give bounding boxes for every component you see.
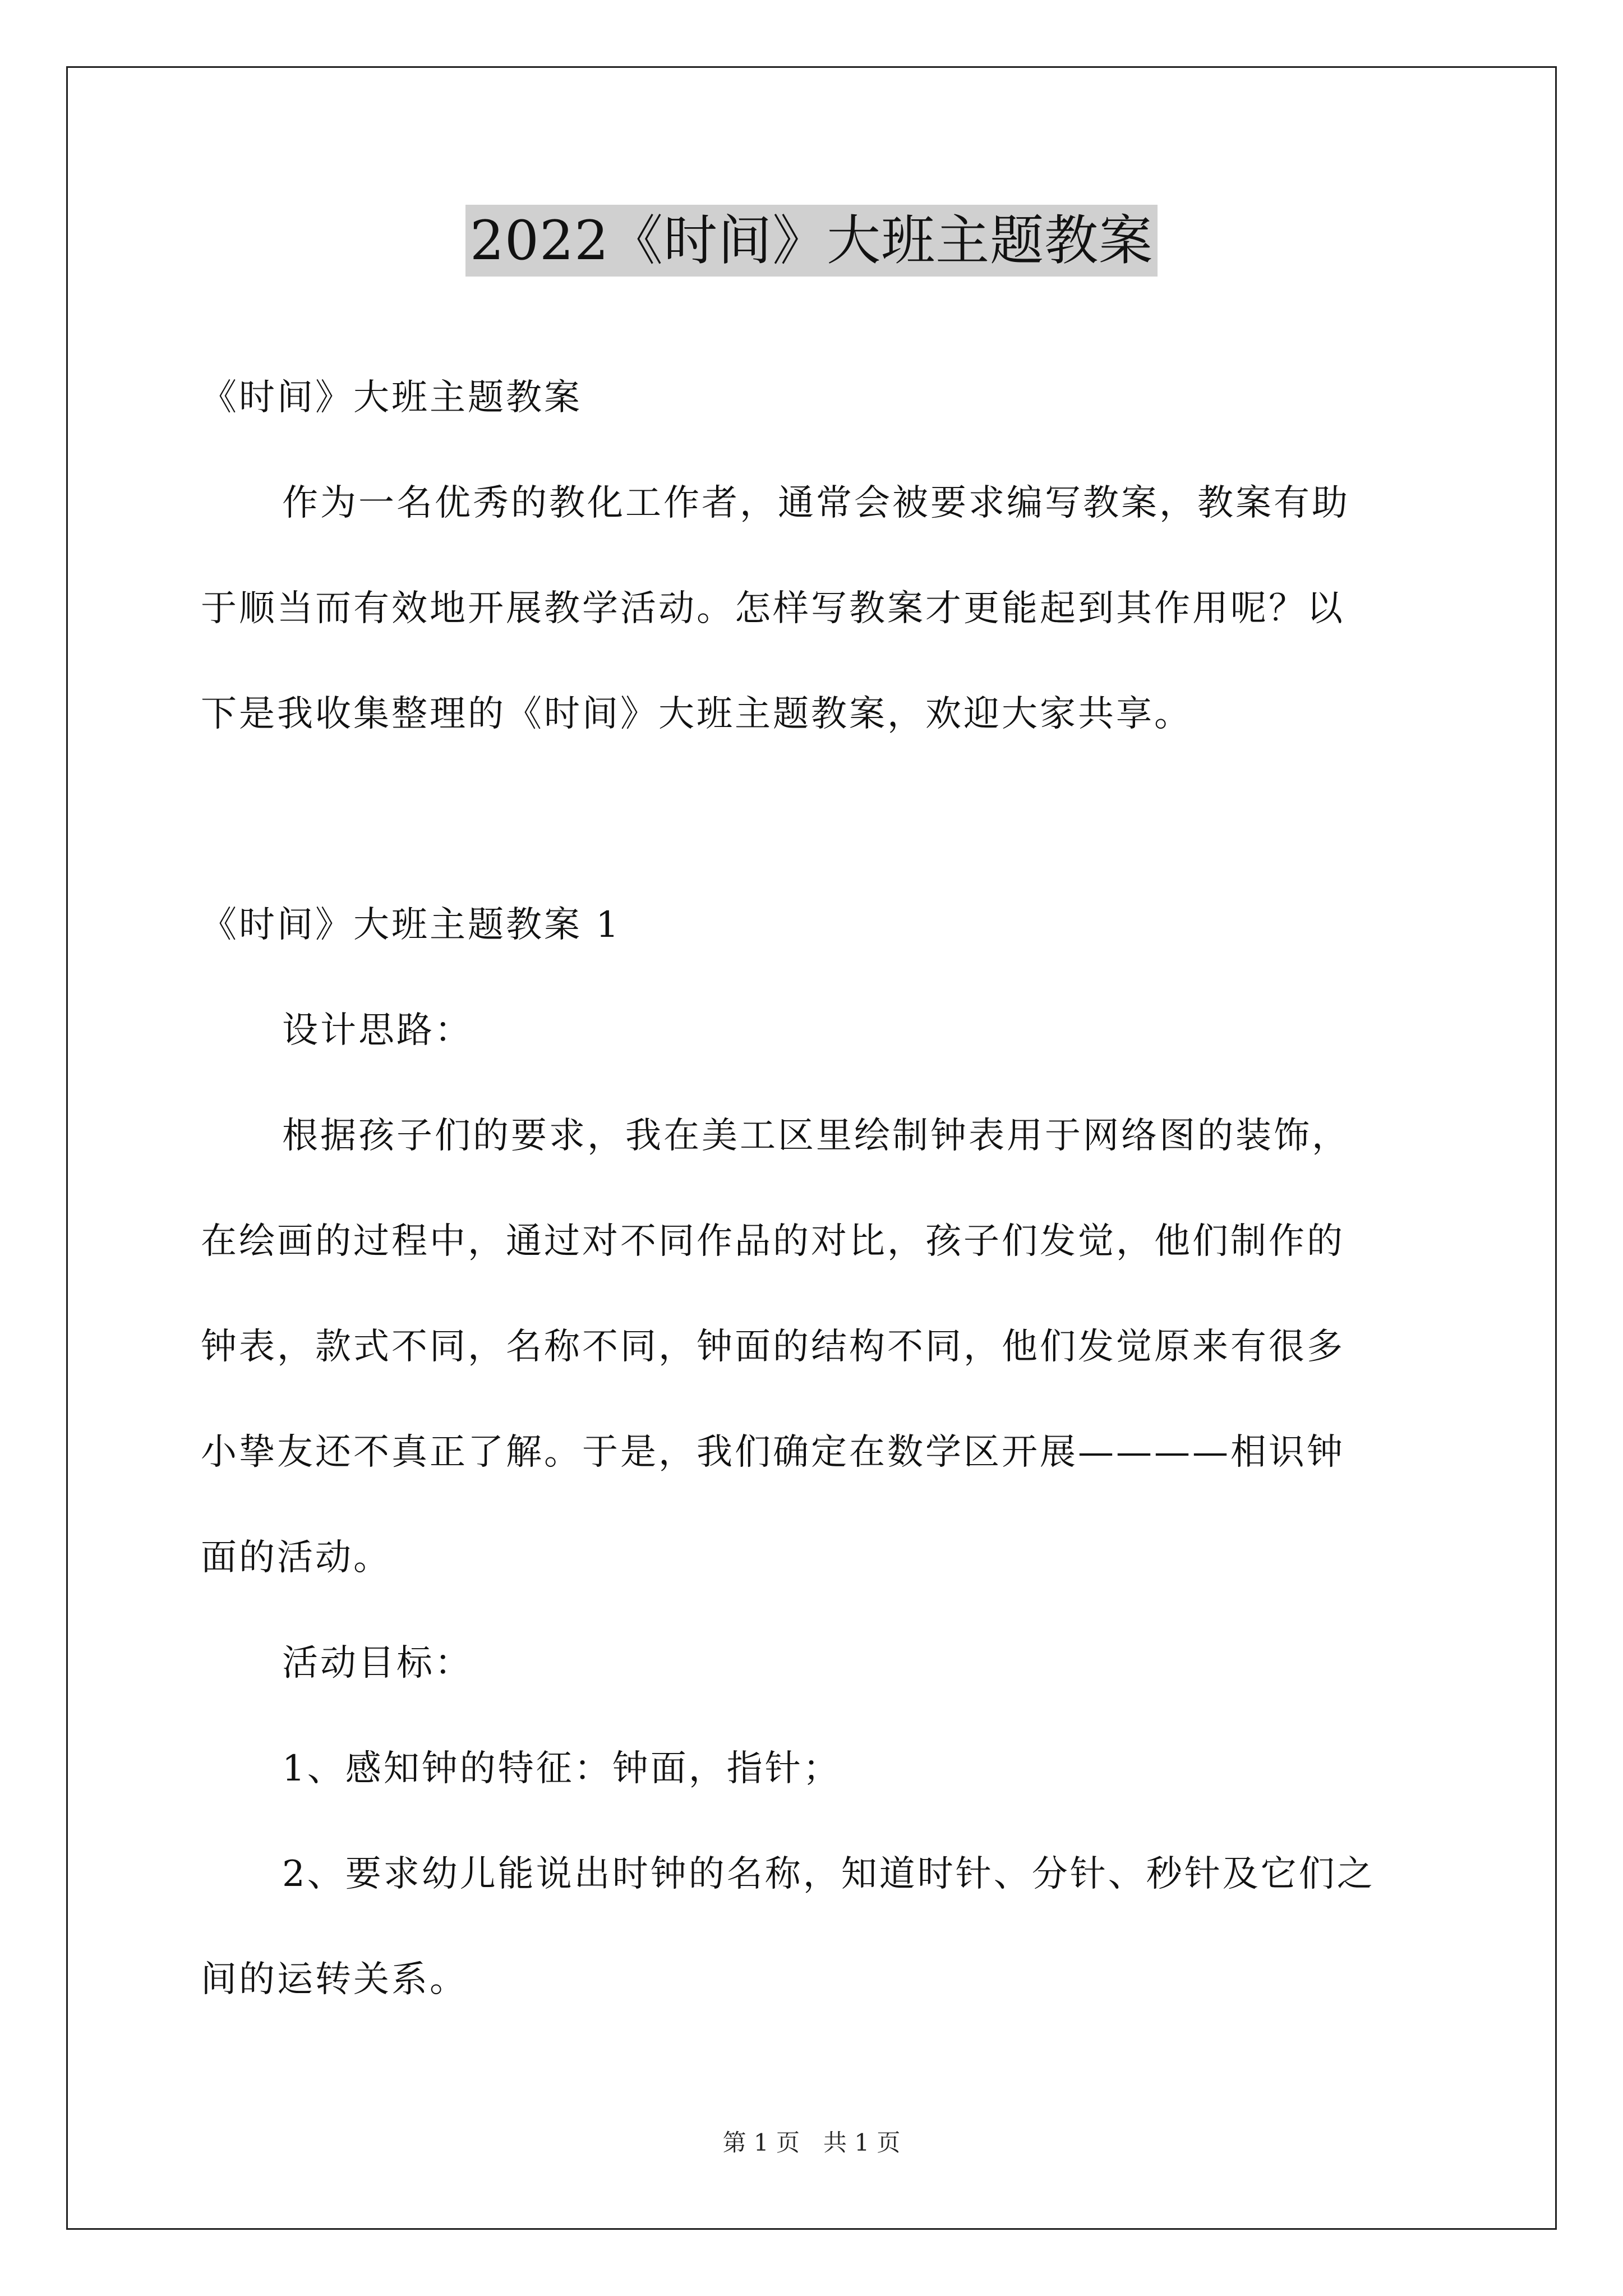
- document-title: 2022《时间》大班主题教案: [465, 205, 1158, 277]
- design-line-5: 面的活动。: [201, 1537, 391, 1579]
- goal-item-2-line-2: 间的运转关系。: [201, 1959, 468, 2000]
- goal-item-2-line-1: 2、要求幼儿能说出时钟的名称，知道时针、分针、秒针及它们之: [282, 1853, 1375, 1895]
- blank-line: [201, 767, 1429, 872]
- heading: 《时间》大班主题教案: [201, 377, 582, 418]
- section-title: 《时间》大班主题教案 1: [201, 904, 621, 946]
- design-line-1: 根据孩子们的要求，我在美工区里绘制钟表用于网络图的装饰，: [282, 1115, 1350, 1157]
- page-number: 第 1 页 共 1 页: [722, 2129, 901, 2156]
- title-container: [0, 205, 1623, 277]
- goal-item-1: 1、感知钟的特征：钟面，指针；: [282, 1748, 841, 1789]
- design-label: 设计思路：: [282, 1010, 473, 1051]
- design-line-2: 在绘画的过程中，通过对不同作品的对比，孩子们发觉，他们制作的: [201, 1221, 1345, 1262]
- intro-line-3: 下是我收集整理的《时间》大班主题教案，欢迎大家共享。: [201, 693, 1192, 735]
- intro-line-2: 于顺当而有效地开展教学活动。怎样写教案才更能起到其作用呢？以: [201, 588, 1345, 629]
- intro-line-1: 作为一名优秀的教化工作者，通常会被要求编写教案，教案有助: [282, 482, 1350, 524]
- document-body: [201, 345, 1429, 2032]
- goal-label: 活动目标：: [282, 1642, 473, 1684]
- design-line-4: 小挚友还不真正了解。于是，我们确定在数学区开展————相识钟: [201, 1432, 1345, 1473]
- design-line-3: 钟表，款式不同，名称不同，钟面的结构不同，他们发觉原来有很多: [201, 1326, 1345, 1368]
